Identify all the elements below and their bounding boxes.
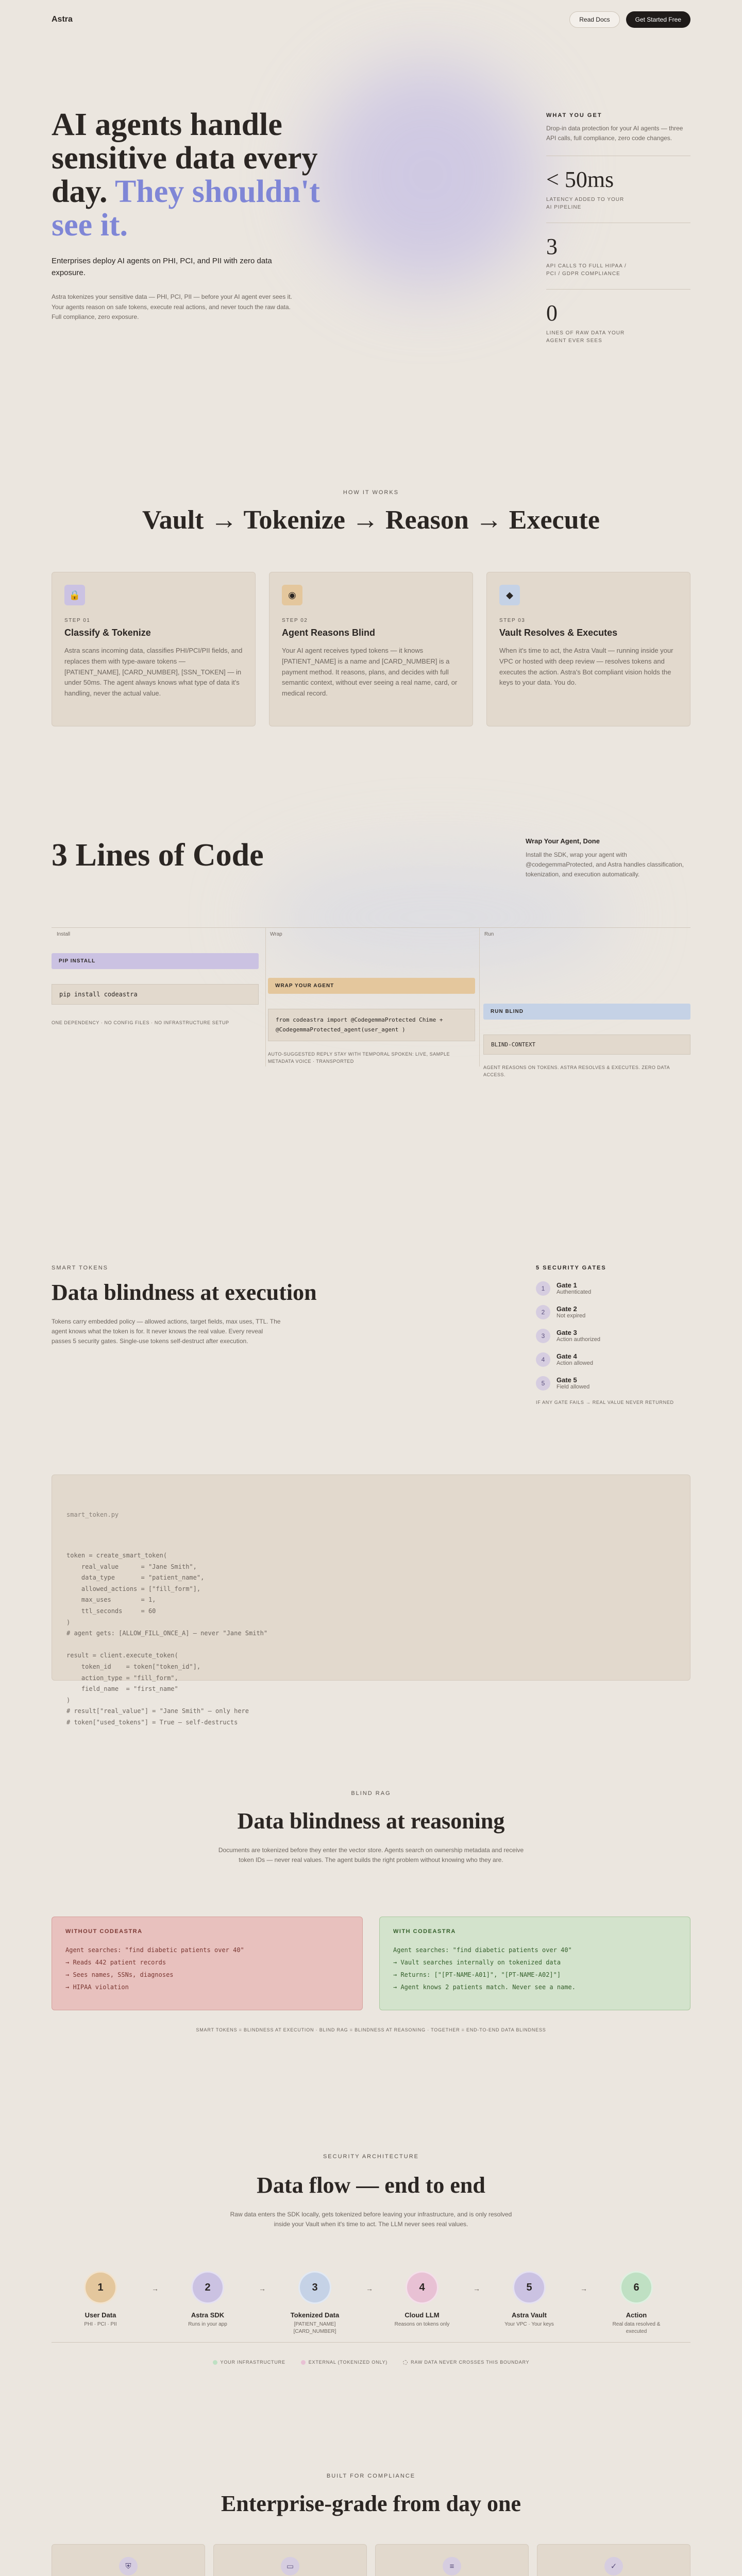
with-line: → Agent knows 2 patients match. Never see a name.	[393, 1984, 576, 1991]
gate-desc: Not expired	[556, 1313, 586, 1319]
code-side-title: Wrap Your Agent, Done	[526, 837, 600, 845]
flow-name: Tokenized Data	[290, 2311, 340, 2319]
eye-icon: ◉	[282, 585, 302, 605]
flow-name: Cloud LLM	[404, 2311, 440, 2319]
step-title: Agent Reasons Blind	[282, 628, 376, 638]
exec-title: Data blindness at execution	[52, 1280, 317, 1305]
stat	[546, 234, 690, 278]
gate-icon: 2	[536, 1305, 550, 1319]
flow-node-user-data	[64, 2271, 137, 2328]
arrow-icon: →	[151, 2284, 159, 2293]
flow-circle: 3	[298, 2271, 331, 2304]
gate-item	[536, 1376, 690, 1391]
tag-wrap: WRAP YOUR AGENT	[268, 978, 475, 994]
flow-sub: Real data resolved & executed	[612, 2321, 661, 2334]
flow-desc: Raw data enters the SDK locally, gets tokenized before leaving your infrastructure, and is only resolved inside your Vault when it's time to act. The LLM never sees real values.	[230, 2211, 512, 2228]
gate-icon: 1	[536, 1281, 550, 1296]
stat	[546, 301, 690, 344]
arrow-icon: →	[259, 2284, 266, 2293]
get-started-button[interactable]: Get Started Free	[626, 11, 690, 28]
without-line: → Reads 442 patient records	[65, 1959, 166, 1966]
how-title: Vault → Tokenize → Reason → Execute	[142, 505, 600, 535]
step-number: STEP 03	[499, 618, 526, 623]
flow-name: Astra Vault	[512, 2311, 547, 2319]
gate-desc: Action allowed	[556, 1360, 593, 1366]
wrap-note: AUTO-SUGGESTED REPLY STAY WITH TEMPORAL SPOKEN: LIVE, SAMPLE METADATA VOICE · TRANSPORTED	[268, 1052, 450, 1064]
hero-body: Astra tokenizes your sensitive data — PHI, PCI, PII — before your AI agent ever sees it. Your agents reason on safe tokens, execute real actions, and never touch the raw data. Full compliance, zero exposure.	[52, 293, 292, 320]
lock-icon: 🔒	[64, 585, 85, 605]
step-number: STEP 02	[282, 618, 308, 623]
col-run: Run	[484, 931, 494, 937]
gate-name: Gate 4	[556, 1352, 577, 1360]
without-line: → Sees names, SSNs, diagnoses	[65, 1971, 174, 1978]
flow-name: User Data	[85, 2311, 116, 2319]
col-wrap: Wrap	[270, 931, 282, 937]
with-line: Agent searches: "find diabetic patients over 40"	[393, 1946, 572, 1954]
hero-title-line1: AI agents handle	[52, 107, 282, 142]
stat-label: LINES OF RAW DATA YOUR AGENT EVER SEES	[546, 330, 625, 344]
log-icon: ≡	[443, 2557, 461, 2575]
compliance-title: Enterprise-grade from day one	[221, 2491, 521, 2516]
how-eyebrow: HOW IT WORKS	[343, 489, 399, 496]
flow-sub: Runs in your app	[188, 2321, 227, 2327]
what-you-get-desc: Drop-in data protection for your AI agents — three API calls, full compliance, zero code changes.	[546, 125, 683, 142]
exec-section	[52, 1265, 340, 1347]
divider	[546, 289, 690, 290]
stat-value: 0	[546, 300, 558, 326]
gates-panel	[536, 1265, 690, 1405]
header-actions	[569, 11, 690, 28]
code-side-desc: Install the SDK, wrap your agent with @codegemmaProtected, and Astra handles classification, tokenization, and execution automatically.	[526, 851, 684, 878]
flow-circle: 5	[513, 2271, 546, 2304]
gate-item	[536, 1329, 690, 1343]
hero-title	[52, 108, 361, 242]
without-line: Agent searches: "find diabetic patients over 40"	[65, 1946, 244, 1954]
gate-icon: 5	[536, 1376, 550, 1391]
read-docs-button[interactable]: Read Docs	[569, 11, 619, 28]
flow-sub: PHI · PCI · PII	[84, 2321, 117, 2327]
code-content: token = create_smart_token( real_value = "Jane Smith", data_type = "patient_name", allowed_actions = ["fill_form"], max_uses = 1, ttl_seconds = 60 ) # agent gets: [ALLOW_FILL_ONCE_A] — never "Jane Smith" result = client.execute_token( token_id = token["token_id"], action_type = "fill_form", field_name = "first_name" ) # result["real_value"] = "Jane Smith" — only here # token["used_tokens"] = True — self-destructs	[66, 1551, 268, 1726]
compliance-card-logging	[375, 2544, 529, 2576]
what-you-get-label: WHAT YOU GET	[546, 112, 602, 118]
step-number: STEP 01	[64, 618, 91, 623]
compliance-card-pci	[213, 2544, 367, 2576]
without-line: → HIPAA violation	[65, 1984, 129, 1991]
gate-name: Gate 2	[556, 1305, 577, 1313]
stat-value: < 50ms	[546, 167, 614, 193]
flow-title: Data flow — end to end	[257, 2173, 485, 2198]
logo[interactable]: Astra	[52, 15, 73, 24]
gate-desc: Field allowed	[556, 1384, 590, 1390]
step-card-classify	[52, 572, 256, 726]
gates-note: IF ANY GATE FAILS → REAL VALUE NEVER RETURNED	[536, 1400, 674, 1405]
gate-desc: Action authorized	[556, 1336, 600, 1343]
flow-circle: 1	[84, 2271, 117, 2304]
diamond-icon: ◆	[499, 585, 520, 605]
flow-sub: [PATIENT_NAME] [CARD_NUMBER]	[293, 2321, 336, 2334]
flow-sub: Your VPC · Your keys	[504, 2321, 554, 2327]
gate-icon: 3	[536, 1329, 550, 1343]
flow-node-action	[600, 2271, 672, 2335]
exec-desc: Tokens carry embedded policy — allowed actions, target fields, max uses, TTL. The agent knows what the token is for. It never knows the real value. Every reveal passes 5 security gates. Single-use tokens self-destruct after execution.	[52, 1318, 281, 1345]
with-label: WITH CODEASTRA	[393, 1928, 456, 1935]
gate-icon: 4	[536, 1352, 550, 1367]
stat-label: API CALLS TO FULL HIPAA / PCI / GDPR COMPLIANCE	[546, 263, 627, 277]
flow-header	[0, 2154, 742, 2229]
arrow-icon: →	[473, 2284, 480, 2293]
without-codeastra-box	[52, 1917, 363, 2010]
flow-legend	[0, 2360, 742, 2365]
tag-run: RUN BLIND	[483, 1004, 690, 1020]
divider	[479, 927, 480, 1066]
step-card-execute	[486, 572, 690, 726]
reason-desc: Documents are tokenized before they enter the vector store. Agents search on ownership metadata and receive token IDs — never real values. The agent builds the right problem without knowing who they are.	[218, 1846, 524, 1864]
gate-name: Gate 5	[556, 1376, 577, 1384]
gate-item	[536, 1352, 690, 1367]
gate-item	[536, 1281, 690, 1296]
gate-desc: Authenticated	[556, 1289, 592, 1295]
gate-name: Gate 1	[556, 1281, 577, 1289]
legend-item: RAW DATA NEVER CROSSES THIS BOUNDARY	[403, 2360, 529, 2365]
flow-circle: 6	[620, 2271, 653, 2304]
arrow-icon: →	[580, 2284, 587, 2293]
hero	[52, 108, 361, 322]
flow-node-sdk	[172, 2271, 244, 2328]
install-command[interactable]: pip install codeastra	[52, 984, 259, 1005]
install-note: ONE DEPENDENCY · NO CONFIG FILES · NO INFRASTRUCTURE SETUP	[52, 1020, 229, 1025]
gate-item	[536, 1305, 690, 1319]
step-card-reason	[269, 572, 473, 726]
hero-title-accent: They shouldn't see it.	[52, 174, 320, 243]
compliance-card-hipaa	[52, 2544, 205, 2576]
flow-name: Astra SDK	[191, 2311, 225, 2319]
with-line: → Returns: ["[PT-NAME-A01]", "[PT-NAME-A02]"]	[393, 1971, 561, 1978]
shield-icon: ⛨	[119, 2557, 138, 2575]
reason-footnote: SMART TOKENS = BLINDNESS AT EXECUTION · BLIND RAG = BLINDNESS AT REASONING · TOGETHER = END-TO-END DATA BLINDNESS	[196, 2027, 546, 2032]
legend-item: EXTERNAL (TOKENIZED ONLY)	[301, 2360, 387, 2365]
flow-sub: Reasons on tokens only	[394, 2321, 450, 2327]
step-title: Classify & Tokenize	[64, 628, 151, 638]
reason-title: Data blindness at reasoning	[237, 1808, 505, 1834]
wrap-command-line2: @CodegemmaProtected_agent(user_agent )	[276, 1026, 406, 1033]
gate-name: Gate 3	[556, 1329, 577, 1336]
wrap-command[interactable]	[268, 1009, 475, 1041]
flow-circle: 4	[406, 2271, 439, 2304]
stat-label: LATENCY ADDED TO YOUR AI PIPELINE	[546, 196, 625, 210]
wrap-command-line1: from codeastra import @CodegemmaProtected Chime +	[276, 1016, 443, 1023]
flow-node-vault	[493, 2271, 565, 2328]
arrow-icon: →	[366, 2284, 373, 2293]
step-desc: Astra scans incoming data, classifies PHI/PCI/PII fields, and replaces them with type-aware tokens — [PATIENT_NAME], [CARD_NUMBER], [SSN_TOKEN] — in under 50ms. The agent always knows what type of data it's handling, never the actual value.	[64, 647, 243, 698]
what-you-get-panel	[546, 112, 690, 345]
flow-circle: 2	[191, 2271, 224, 2304]
without-label: WITHOUT CODEASTRA	[65, 1928, 143, 1935]
hero-title-line3: day.	[52, 174, 108, 210]
run-note: AGENT REASONS ON TOKENS. ASTRA RESOLVES & EXECUTES. ZERO DATA ACCESS.	[483, 1065, 670, 1077]
code-side	[526, 837, 690, 880]
flow-node-tokenized	[279, 2271, 351, 2335]
legend-item: YOUR INFRASTRUCTURE	[213, 2360, 285, 2365]
compliance-card-soc2	[537, 2544, 690, 2576]
hero-subtitle: Enterprises deploy AI agents on PHI, PCI, and PII with zero data exposure.	[52, 257, 272, 277]
flow-eyebrow: SECURITY ARCHITECTURE	[323, 2154, 419, 2160]
how-it-works-header	[0, 489, 742, 535]
code-title: 3 Lines of Code	[52, 838, 264, 873]
exec-eyebrow: SMART TOKENS	[52, 1265, 108, 1271]
with-line: → Vault searches internally on tokenized data	[393, 1959, 561, 1966]
stat	[546, 167, 690, 211]
reason-header	[0, 1790, 742, 1865]
with-codeastra-box	[379, 1917, 690, 2010]
compliance-header	[0, 2473, 742, 2517]
reason-eyebrow: BLIND RAG	[351, 1790, 391, 1797]
smart-token-code	[52, 1475, 690, 1726]
stat-value: 3	[546, 233, 558, 259]
run-command[interactable]: BLIND-CONTEXT	[483, 1035, 690, 1055]
step-desc: When it's time to act, the Astra Vault — running inside your VPC or hosted with deep review — resolves tokens and executes the action. Astra's Bot compliant vision holds the keys to your data. You do.	[499, 647, 673, 687]
flow-name: Action	[626, 2311, 647, 2319]
gates-label: 5 SECURITY GATES	[536, 1265, 606, 1271]
hero-title-line2: sensitive data every	[52, 141, 318, 176]
step-title: Vault Resolves & Executes	[499, 628, 618, 638]
divider	[52, 927, 690, 928]
tag-install: PIP INSTALL	[52, 953, 259, 969]
code-filename: smart_token.py	[66, 1511, 119, 1519]
step-desc: Your AI agent receives typed tokens — it knows [PATIENT_NAME] is a name and [CARD_NUMBER] is a payment method. It reasons, plans, and decides with full semantic context, without ever seeing a real name, card, or medical record.	[282, 647, 458, 698]
col-install: Install	[57, 931, 71, 937]
compliance-eyebrow: BUILT FOR COMPLIANCE	[326, 2473, 416, 2479]
badge-icon: ✓	[604, 2557, 623, 2575]
flow-node-llm	[386, 2271, 458, 2328]
divider	[265, 927, 266, 1066]
header	[0, 0, 742, 39]
divider	[52, 2342, 690, 2343]
card-icon: ▭	[281, 2557, 299, 2575]
